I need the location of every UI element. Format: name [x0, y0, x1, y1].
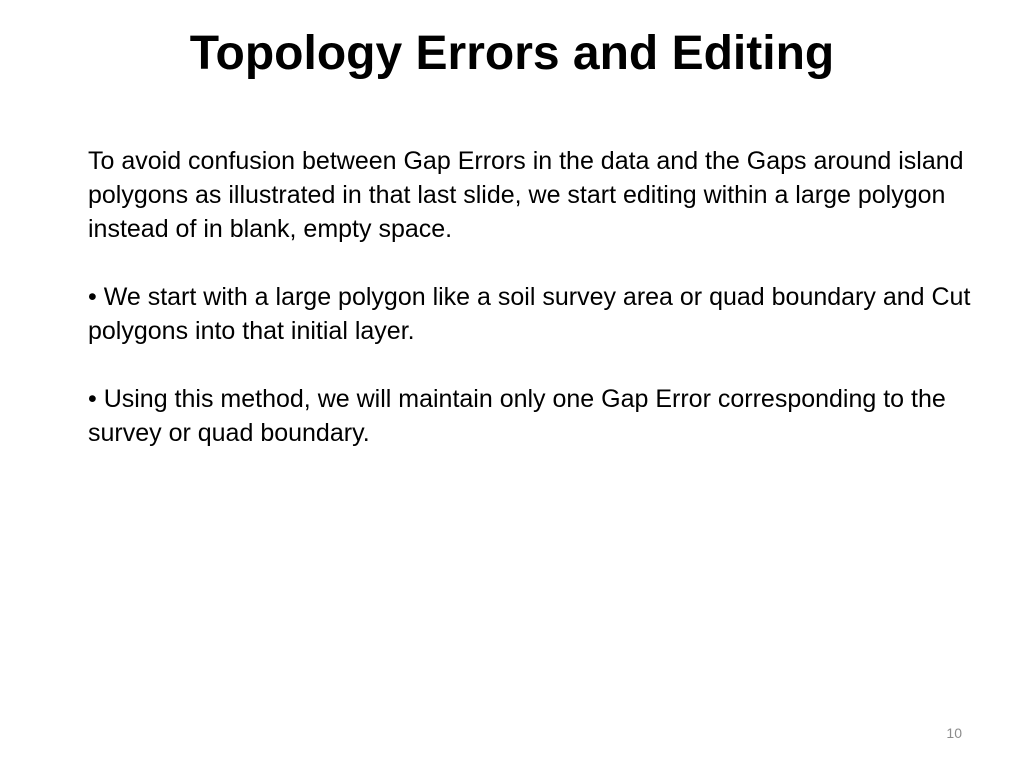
slide-body [88, 144, 988, 484]
intro-paragraph: To avoid confusion between Gap Errors in the data and the Gaps around island polygons as illustrated in that last slide, we start editing within a large polygon instead of in blank, empty space. [88, 147, 964, 243]
bullet-large-polygon: • We start with a large polygon like a soil survey area or quad boundary and Cut polygons into that initial layer. [88, 283, 971, 345]
slide-title: Topology Errors and Editing [189, 27, 835, 80]
slide-number: 10 [946, 725, 962, 741]
bullet-one-gap-error: • Using this method, we will maintain only one Gap Error corresponding to the survey or quad boundary. [88, 385, 946, 447]
